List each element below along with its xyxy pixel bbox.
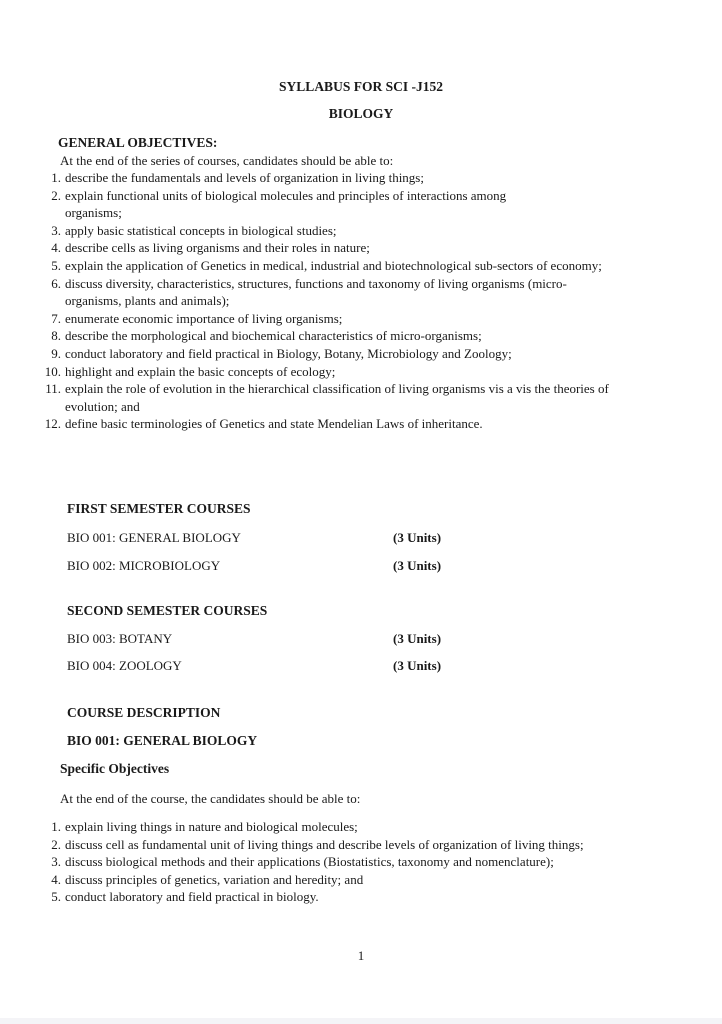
course-units: (3 Units)	[393, 558, 442, 573]
page-title: SYLLABUS FOR SCI -J152	[279, 79, 443, 94]
course-description-heading: COURSE DESCRIPTION	[67, 705, 221, 720]
course-name: BIO 003: BOTANY	[67, 631, 173, 646]
list-item: 1. describe the fundamentals and levels of organization in living things;	[51, 170, 424, 185]
list-item: 3. apply basic statistical concepts in biological studies;	[51, 222, 337, 238]
page-subtitle: BIOLOGY	[328, 106, 394, 121]
list-item: 1. explain living things in nature and biological molecules;	[51, 819, 358, 834]
list-item: 6. discuss diversity, characteristics, structures, functions and taxonomy of living organisms (micro-organisms, plants and animals);	[51, 275, 567, 309]
course-name: BIO 004: ZOOLOGY	[67, 658, 182, 673]
list-item: 8. describe the morphological and biochemical characteristics of micro-organisms;	[51, 328, 482, 344]
course-units: (3 Units)	[393, 530, 442, 545]
list-item: 11. explain the role of evolution in the hierarchical classification of living organisms vis a vis the theories of evolution; and	[45, 381, 609, 414]
specific-objectives-heading: Specific Objectives	[60, 761, 170, 776]
list-item: 10. highlight and explain the basic concepts of ecology;	[44, 363, 336, 379]
list-item: 7. enumerate economic importance of living organisms;	[51, 310, 343, 326]
list-item: 5. explain the application of Genetics in medical, industrial and biotechnological sub-sectors of economy;	[51, 257, 602, 273]
list-item: 4. discuss principles of genetics, variation and heredity; and	[51, 871, 364, 887]
page-number: 1	[357, 948, 365, 963]
course-units: (3 Units)	[393, 631, 442, 646]
list-item: 9. conduct laboratory and field practical in Biology, Botany, Microbiology and Zoology;	[51, 345, 512, 361]
general-objectives-intro: At the end of the series of courses, candidates should be able to:	[60, 153, 394, 168]
list-item: 2. explain functional units of biological molecules and principles of interactions among organisms;	[51, 187, 507, 221]
list-item: 5. conduct laboratory and field practical in biology.	[51, 889, 319, 905]
list-item: 2. discuss cell as fundamental unit of living things and describe levels of organization of living things;	[51, 836, 584, 852]
bio001-heading: BIO 001: GENERAL BIOLOGY	[67, 733, 258, 748]
course-units: (3 Units)	[393, 658, 442, 673]
course-name: BIO 002: MICROBIOLOGY	[67, 558, 221, 573]
specific-objectives-intro: At the end of the course, the candidates should be able to:	[60, 791, 361, 806]
course-name: BIO 001: GENERAL BIOLOGY	[67, 530, 241, 545]
specific-objectives-list	[39, 818, 659, 906]
list-item: 3. discuss biological methods and their applications (Biostatistics, taxonomy and nomenclature);	[51, 854, 554, 870]
general-objectives-heading: GENERAL OBJECTIVES:	[58, 135, 218, 150]
second-semester-heading: SECOND SEMESTER COURSES	[67, 603, 268, 618]
list-item: 4. describe cells as living organisms and their roles in nature;	[51, 240, 370, 256]
general-objectives-list	[39, 169, 649, 433]
first-semester-heading: FIRST SEMESTER COURSES	[67, 501, 251, 516]
list-item: 12. define basic terminologies of Genetics and state Mendelian Laws of inheritance.	[44, 416, 483, 432]
